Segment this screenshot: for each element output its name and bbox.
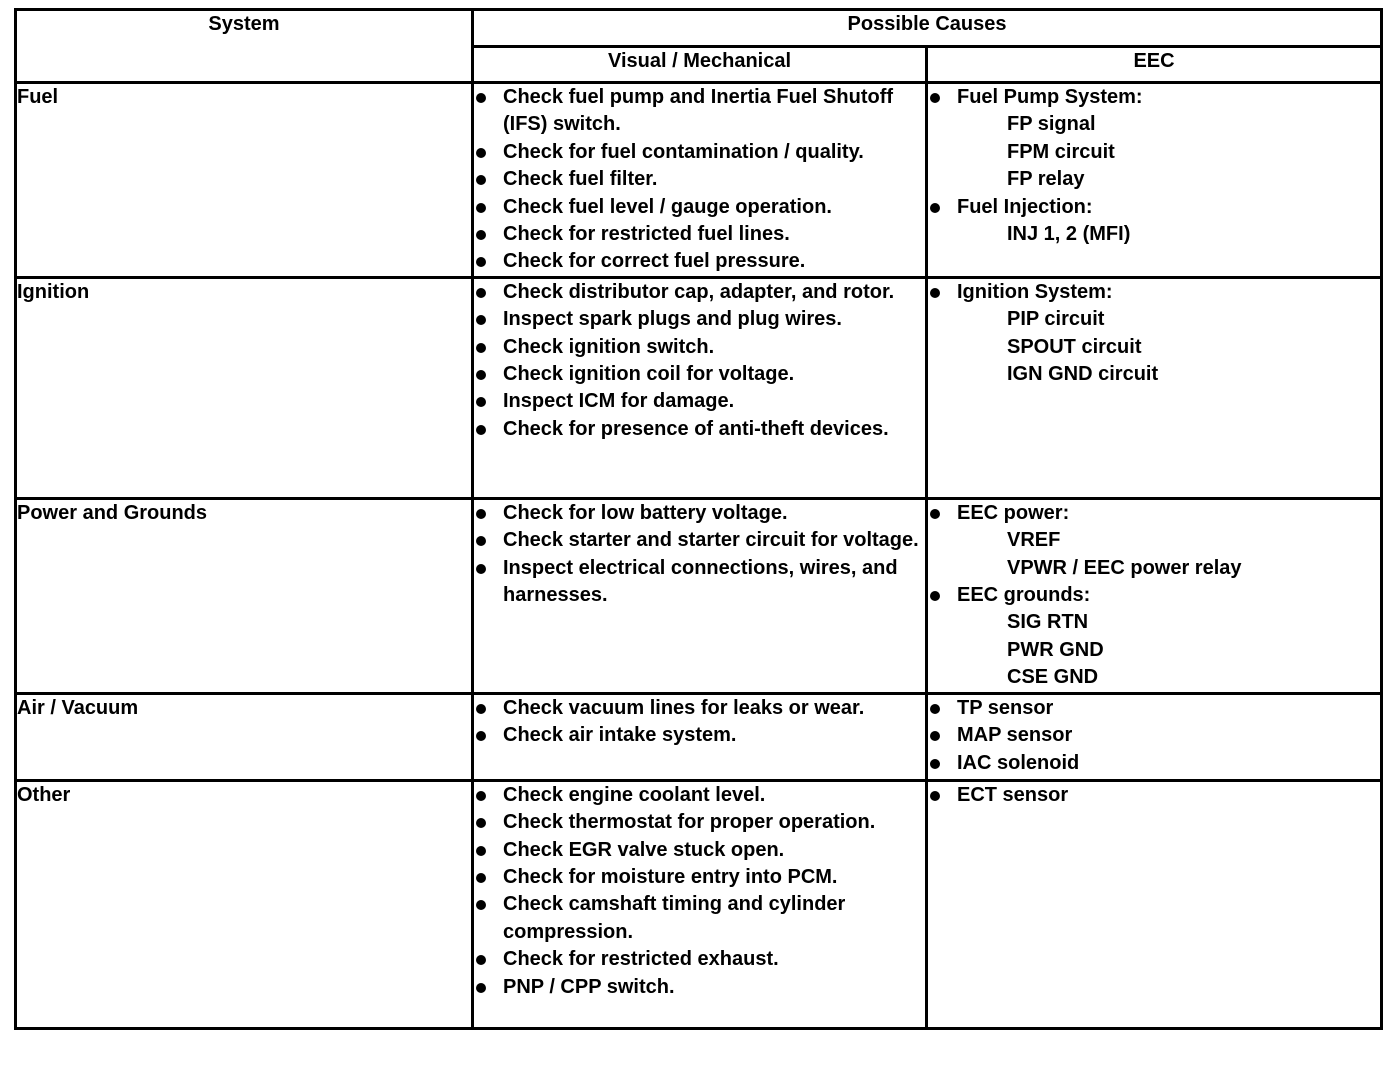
list-item: Check engine coolant level. (474, 782, 925, 809)
bullet-icon (930, 93, 940, 103)
bullet-icon (476, 509, 486, 519)
bullet-icon (930, 731, 940, 741)
visual-cell (473, 780, 927, 1028)
list-item: Ignition System: PIP circuit SPOUT circuit IGN GND circuit (928, 279, 1380, 389)
header-visual-mechanical: Visual / Mechanical (473, 46, 927, 83)
bullet-icon (476, 370, 486, 380)
list-item: Check for low battery voltage. (474, 500, 925, 527)
list-item: Inspect ICM for damage. (474, 388, 925, 415)
eec-cell (927, 780, 1382, 1028)
table-row (16, 693, 1382, 780)
system-cell: Power and Grounds (16, 498, 473, 693)
sub-item: CSE GND (1007, 666, 1099, 689)
sub-item: PWR GND (1007, 638, 1104, 661)
bullet-icon (476, 175, 486, 185)
table-row (16, 277, 1382, 498)
bullet-icon (476, 564, 486, 574)
list-item: Check for presence of anti-theft devices. (474, 416, 925, 443)
bullet-icon (476, 818, 486, 828)
list-item: Inspect electrical connections, wires, and harnesses. (474, 555, 925, 610)
list-item: Check ignition switch. (474, 334, 925, 361)
list-item: EEC grounds: SIG RTN PWR GND CSE GND (928, 582, 1380, 692)
bullet-icon (476, 731, 486, 741)
visual-cell (473, 83, 927, 278)
list-item: Check fuel filter. (474, 166, 925, 193)
list-item: IAC solenoid (928, 750, 1380, 777)
list-item: ECT sensor (928, 782, 1380, 809)
list-item: Check thermostat for proper operation. (474, 809, 925, 836)
table-row (16, 498, 1382, 693)
sub-item: SIG RTN (1007, 611, 1089, 634)
bullet-icon (476, 315, 486, 325)
system-cell: Other (16, 780, 473, 1028)
list-item: Check air intake system. (474, 722, 925, 749)
system-cell: Air / Vacuum (16, 693, 473, 780)
sub-item: VPWR / EEC power relay (1007, 556, 1242, 579)
bullet-icon (476, 983, 486, 993)
system-cell: Fuel (16, 83, 473, 278)
sub-item: VREF (1007, 529, 1061, 552)
list-item: Inspect spark plugs and plug wires. (474, 306, 925, 333)
bullet-icon (476, 704, 486, 714)
bullet-icon (930, 509, 940, 519)
bullet-icon (476, 343, 486, 353)
list-item: Check ignition coil for voltage. (474, 361, 925, 388)
list-item: Check for moisture entry into PCM. (474, 864, 925, 891)
visual-cell (473, 498, 927, 693)
diagnostic-table (14, 8, 1383, 1030)
list-item: MAP sensor (928, 722, 1380, 749)
list-item: Check distributor cap, adapter, and rotor. (474, 279, 925, 306)
bullet-icon (930, 591, 940, 601)
sub-item: IGN GND circuit (1007, 363, 1159, 386)
bullet-icon (930, 288, 940, 298)
list-item: Check starter and starter circuit for voltage. (474, 527, 925, 554)
bullet-icon (476, 203, 486, 213)
list-item: Check fuel pump and Inertia Fuel Shutoff (IFS) switch. (474, 84, 925, 139)
sub-item: INJ 1, 2 (MFI) (1007, 223, 1131, 246)
sub-item: FPM circuit (1007, 140, 1115, 163)
bullet-icon (476, 900, 486, 910)
sub-item: PIP circuit (1007, 308, 1105, 331)
list-item: PNP / CPP switch. (474, 974, 925, 1001)
header-system: System (16, 10, 473, 83)
eec-cell (927, 277, 1382, 498)
bullet-icon (476, 93, 486, 103)
list-item: TP sensor (928, 695, 1380, 722)
eec-cell (927, 693, 1382, 780)
visual-cell (473, 277, 927, 498)
sub-item: FP relay (1007, 168, 1085, 191)
list-item: Check for restricted exhaust. (474, 946, 925, 973)
bullet-icon (476, 536, 486, 546)
list-item: Check vacuum lines for leaks or wear. (474, 695, 925, 722)
list-item: Fuel Pump System: FP signal FPM circuit FP relay (928, 84, 1380, 194)
list-item: Fuel Injection: INJ 1, 2 (MFI) (928, 194, 1380, 249)
list-item: Check camshaft timing and cylinder compression. (474, 891, 925, 946)
sub-item: SPOUT circuit (1007, 335, 1142, 358)
bullet-icon (930, 203, 940, 213)
bullet-icon (476, 873, 486, 883)
bullet-icon (476, 425, 486, 435)
list-item: Check for correct fuel pressure. (474, 248, 925, 275)
header-possible-causes: Possible Causes (473, 10, 1382, 47)
bullet-icon (476, 288, 486, 298)
sub-item: FP signal (1007, 113, 1096, 136)
bullet-icon (930, 759, 940, 769)
bullet-icon (476, 955, 486, 965)
list-item: Check for restricted fuel lines. (474, 221, 925, 248)
list-item: EEC power: VREF VPWR / EEC power relay (928, 500, 1380, 582)
bullet-icon (476, 230, 486, 240)
list-item: Check fuel level / gauge operation. (474, 194, 925, 221)
list-item: Check for fuel contamination / quality. (474, 139, 925, 166)
bullet-icon (930, 791, 940, 801)
table-row (16, 780, 1382, 1028)
bullet-icon (476, 846, 486, 856)
bullet-icon (476, 791, 486, 801)
eec-cell (927, 83, 1382, 278)
bullet-icon (476, 148, 486, 158)
table-row (16, 83, 1382, 278)
list-item: Check EGR valve stuck open. (474, 837, 925, 864)
eec-cell (927, 498, 1382, 693)
bullet-icon (930, 704, 940, 714)
bullet-icon (476, 397, 486, 407)
bullet-icon (476, 257, 486, 267)
visual-cell (473, 693, 927, 780)
header-eec: EEC (927, 46, 1382, 83)
system-cell: Ignition (16, 277, 473, 498)
